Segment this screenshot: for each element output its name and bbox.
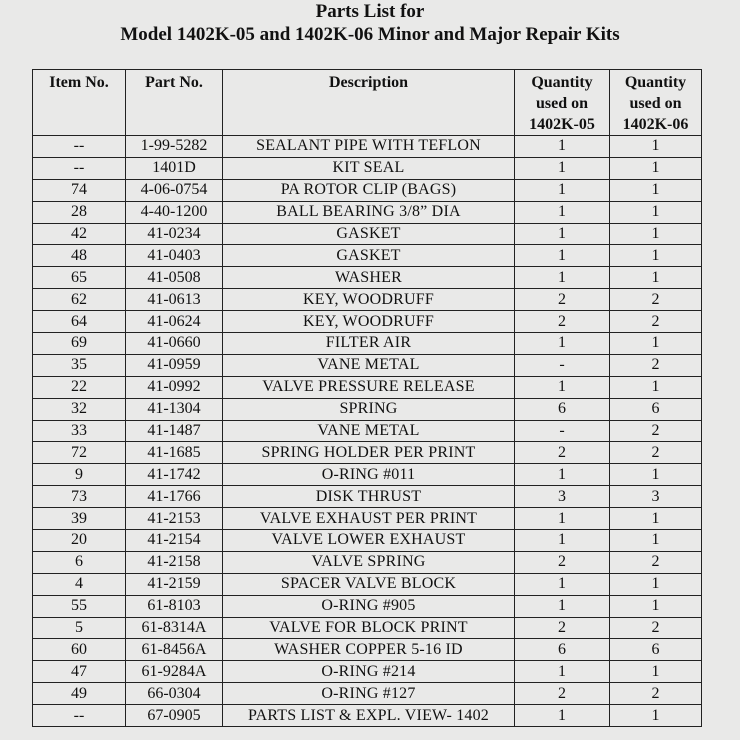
cell-part-no: 41-1487 bbox=[126, 420, 223, 442]
cell-description: O-RING #214 bbox=[223, 661, 515, 683]
cell-qty-1402k-06: 1 bbox=[610, 157, 702, 179]
cell-description: SPRING HOLDER PER PRINT bbox=[223, 442, 515, 464]
page-title: Parts List for bbox=[315, 1, 425, 22]
cell-item-no: 5 bbox=[33, 617, 126, 639]
cell-qty-1402k-05: 1 bbox=[515, 595, 610, 617]
cell-item-no: -- bbox=[33, 136, 126, 158]
cell-item-no: 4 bbox=[33, 573, 126, 595]
table-row bbox=[33, 617, 702, 639]
cell-part-no: 61-8314A bbox=[126, 617, 223, 639]
cell-item-no: 60 bbox=[33, 639, 126, 661]
cell-part-no: 41-0403 bbox=[126, 245, 223, 267]
table-row bbox=[33, 201, 702, 223]
cell-qty-1402k-05: 2 bbox=[515, 617, 610, 639]
cell-description: KEY, WOODRUFF bbox=[223, 311, 515, 333]
cell-qty-1402k-06: 1 bbox=[610, 508, 702, 530]
cell-item-no: 6 bbox=[33, 551, 126, 573]
table-row bbox=[33, 705, 702, 727]
cell-qty-1402k-06: 1 bbox=[610, 333, 702, 355]
cell-qty-1402k-06: 2 bbox=[610, 617, 702, 639]
table-row bbox=[33, 551, 702, 573]
cell-qty-1402k-05: 1 bbox=[515, 508, 610, 530]
cell-part-no: 41-2159 bbox=[126, 573, 223, 595]
table-row bbox=[33, 354, 702, 376]
cell-item-no: 35 bbox=[33, 354, 126, 376]
cell-qty-1402k-05: 1 bbox=[515, 530, 610, 552]
table-row bbox=[33, 223, 702, 245]
table-row bbox=[33, 179, 702, 201]
cell-item-no: 9 bbox=[33, 464, 126, 486]
cell-description: WASHER bbox=[223, 267, 515, 289]
cell-description: VALVE FOR BLOCK PRINT bbox=[223, 617, 515, 639]
table-header-row bbox=[33, 70, 702, 136]
cell-part-no: 41-0660 bbox=[126, 333, 223, 355]
cell-item-no: 49 bbox=[33, 683, 126, 705]
table-row bbox=[33, 508, 702, 530]
cell-qty-1402k-06: 1 bbox=[610, 573, 702, 595]
cell-qty-1402k-06: 1 bbox=[610, 223, 702, 245]
cell-item-no: 42 bbox=[33, 223, 126, 245]
header-part-no: Part No. bbox=[126, 70, 223, 136]
cell-part-no: 61-9284A bbox=[126, 661, 223, 683]
cell-description: O-RING #011 bbox=[223, 464, 515, 486]
cell-item-no: 65 bbox=[33, 267, 126, 289]
cell-description: GASKET bbox=[223, 223, 515, 245]
cell-qty-1402k-05: 1 bbox=[515, 245, 610, 267]
cell-qty-1402k-05: - bbox=[515, 420, 610, 442]
cell-description: PA ROTOR CLIP (BAGS) bbox=[223, 179, 515, 201]
cell-qty-1402k-06: 1 bbox=[610, 136, 702, 158]
table-row bbox=[33, 245, 702, 267]
table-row bbox=[33, 289, 702, 311]
cell-qty-1402k-06: 1 bbox=[610, 705, 702, 727]
cell-qty-1402k-06: 6 bbox=[610, 639, 702, 661]
cell-qty-1402k-05: 1 bbox=[515, 157, 610, 179]
cell-description: SEALANT PIPE WITH TEFLON bbox=[223, 136, 515, 158]
cell-qty-1402k-05: 1 bbox=[515, 661, 610, 683]
page-subtitle: Model 1402K-05 and 1402K-06 Minor and Major Repair Kits bbox=[120, 24, 620, 45]
cell-item-no: 33 bbox=[33, 420, 126, 442]
cell-qty-1402k-05: 1 bbox=[515, 376, 610, 398]
table-row bbox=[33, 420, 702, 442]
cell-qty-1402k-06: 2 bbox=[610, 551, 702, 573]
cell-description: VALVE EXHAUST PER PRINT bbox=[223, 508, 515, 530]
cell-qty-1402k-06: 2 bbox=[610, 442, 702, 464]
cell-description: DISK THRUST bbox=[223, 486, 515, 508]
cell-description: FILTER AIR bbox=[223, 333, 515, 355]
cell-part-no: 66-0304 bbox=[126, 683, 223, 705]
cell-item-no: 20 bbox=[33, 530, 126, 552]
cell-qty-1402k-05: 1 bbox=[515, 223, 610, 245]
cell-qty-1402k-06: 1 bbox=[610, 530, 702, 552]
cell-description: VALVE LOWER EXHAUST bbox=[223, 530, 515, 552]
cell-qty-1402k-06: 2 bbox=[610, 354, 702, 376]
cell-item-no: -- bbox=[33, 157, 126, 179]
cell-part-no: 41-0234 bbox=[126, 223, 223, 245]
cell-qty-1402k-05: 2 bbox=[515, 551, 610, 573]
cell-qty-1402k-05: 1 bbox=[515, 267, 610, 289]
cell-qty-1402k-05: 1 bbox=[515, 333, 610, 355]
cell-qty-1402k-05: - bbox=[515, 354, 610, 376]
cell-part-no: 41-0959 bbox=[126, 354, 223, 376]
table-row bbox=[33, 333, 702, 355]
parts-table bbox=[32, 69, 702, 727]
table-row bbox=[33, 442, 702, 464]
table-row bbox=[33, 464, 702, 486]
cell-qty-1402k-06: 6 bbox=[610, 398, 702, 420]
cell-part-no: 67-0905 bbox=[126, 705, 223, 727]
cell-description: O-RING #905 bbox=[223, 595, 515, 617]
cell-qty-1402k-06: 2 bbox=[610, 289, 702, 311]
cell-qty-1402k-05: 2 bbox=[515, 683, 610, 705]
table-row bbox=[33, 376, 702, 398]
cell-item-no: 69 bbox=[33, 333, 126, 355]
table-row bbox=[33, 311, 702, 333]
table-row bbox=[33, 157, 702, 179]
cell-item-no: 55 bbox=[33, 595, 126, 617]
cell-qty-1402k-06: 2 bbox=[610, 420, 702, 442]
cell-part-no: 41-0624 bbox=[126, 311, 223, 333]
cell-qty-1402k-06: 1 bbox=[610, 201, 702, 223]
cell-part-no: 41-1766 bbox=[126, 486, 223, 508]
cell-part-no: 1-99-5282 bbox=[126, 136, 223, 158]
cell-part-no: 41-2153 bbox=[126, 508, 223, 530]
table-row bbox=[33, 683, 702, 705]
cell-qty-1402k-05: 1 bbox=[515, 464, 610, 486]
cell-description: O-RING #127 bbox=[223, 683, 515, 705]
cell-part-no: 41-1685 bbox=[126, 442, 223, 464]
cell-qty-1402k-06: 1 bbox=[610, 376, 702, 398]
header-qty-1402k-06: Quantity used on 1402K-06 bbox=[610, 70, 702, 136]
cell-qty-1402k-05: 6 bbox=[515, 398, 610, 420]
cell-qty-1402k-06: 1 bbox=[610, 179, 702, 201]
cell-part-no: 4-06-0754 bbox=[126, 179, 223, 201]
cell-item-no: 32 bbox=[33, 398, 126, 420]
cell-description: BALL BEARING 3/8” DIA bbox=[223, 201, 515, 223]
cell-item-no: 72 bbox=[33, 442, 126, 464]
table-row bbox=[33, 639, 702, 661]
cell-item-no: 39 bbox=[33, 508, 126, 530]
cell-description: PARTS LIST & EXPL. VIEW- 1402 bbox=[223, 705, 515, 727]
cell-part-no: 4-40-1200 bbox=[126, 201, 223, 223]
cell-part-no: 41-1742 bbox=[126, 464, 223, 486]
cell-item-no: 48 bbox=[33, 245, 126, 267]
cell-item-no: 28 bbox=[33, 201, 126, 223]
cell-qty-1402k-06: 1 bbox=[610, 267, 702, 289]
cell-qty-1402k-05: 3 bbox=[515, 486, 610, 508]
cell-qty-1402k-05: 2 bbox=[515, 442, 610, 464]
cell-part-no: 41-0613 bbox=[126, 289, 223, 311]
cell-description: KEY, WOODRUFF bbox=[223, 289, 515, 311]
cell-item-no: 47 bbox=[33, 661, 126, 683]
cell-qty-1402k-05: 1 bbox=[515, 201, 610, 223]
cell-part-no: 41-2158 bbox=[126, 551, 223, 573]
cell-qty-1402k-05: 2 bbox=[515, 289, 610, 311]
cell-part-no: 61-8103 bbox=[126, 595, 223, 617]
cell-description: VANE METAL bbox=[223, 354, 515, 376]
cell-part-no: 41-2154 bbox=[126, 530, 223, 552]
cell-description: VANE METAL bbox=[223, 420, 515, 442]
cell-description: VALVE SPRING bbox=[223, 551, 515, 573]
cell-part-no: 41-1304 bbox=[126, 398, 223, 420]
cell-description: SPRING bbox=[223, 398, 515, 420]
table-row bbox=[33, 136, 702, 158]
cell-qty-1402k-05: 6 bbox=[515, 639, 610, 661]
cell-qty-1402k-06: 1 bbox=[610, 661, 702, 683]
cell-qty-1402k-06: 1 bbox=[610, 464, 702, 486]
cell-part-no: 41-0508 bbox=[126, 267, 223, 289]
cell-item-no: 64 bbox=[33, 311, 126, 333]
cell-qty-1402k-06: 3 bbox=[610, 486, 702, 508]
table-row bbox=[33, 573, 702, 595]
table-row bbox=[33, 267, 702, 289]
header-description: Description bbox=[223, 70, 515, 136]
table-row bbox=[33, 530, 702, 552]
cell-part-no: 61-8456A bbox=[126, 639, 223, 661]
header-qty-1402k-05: Quantity used on 1402K-05 bbox=[515, 70, 610, 136]
cell-qty-1402k-06: 1 bbox=[610, 245, 702, 267]
cell-qty-1402k-05: 1 bbox=[515, 136, 610, 158]
header-item-no: Item No. bbox=[33, 70, 126, 136]
cell-qty-1402k-06: 1 bbox=[610, 595, 702, 617]
cell-item-no: 74 bbox=[33, 179, 126, 201]
cell-qty-1402k-05: 2 bbox=[515, 311, 610, 333]
cell-description: KIT SEAL bbox=[223, 157, 515, 179]
cell-qty-1402k-06: 2 bbox=[610, 683, 702, 705]
cell-item-no: -- bbox=[33, 705, 126, 727]
cell-description: GASKET bbox=[223, 245, 515, 267]
cell-description: WASHER COPPER 5-16 ID bbox=[223, 639, 515, 661]
cell-item-no: 62 bbox=[33, 289, 126, 311]
cell-qty-1402k-05: 1 bbox=[515, 573, 610, 595]
cell-item-no: 73 bbox=[33, 486, 126, 508]
cell-qty-1402k-06: 2 bbox=[610, 311, 702, 333]
table-row bbox=[33, 595, 702, 617]
cell-qty-1402k-05: 1 bbox=[515, 179, 610, 201]
cell-description: SPACER VALVE BLOCK bbox=[223, 573, 515, 595]
cell-description: VALVE PRESSURE RELEASE bbox=[223, 376, 515, 398]
cell-part-no: 41-0992 bbox=[126, 376, 223, 398]
table-row bbox=[33, 398, 702, 420]
table-row bbox=[33, 661, 702, 683]
cell-item-no: 22 bbox=[33, 376, 126, 398]
cell-qty-1402k-05: 1 bbox=[515, 705, 610, 727]
cell-part-no: 1401D bbox=[126, 157, 223, 179]
table-row bbox=[33, 486, 702, 508]
